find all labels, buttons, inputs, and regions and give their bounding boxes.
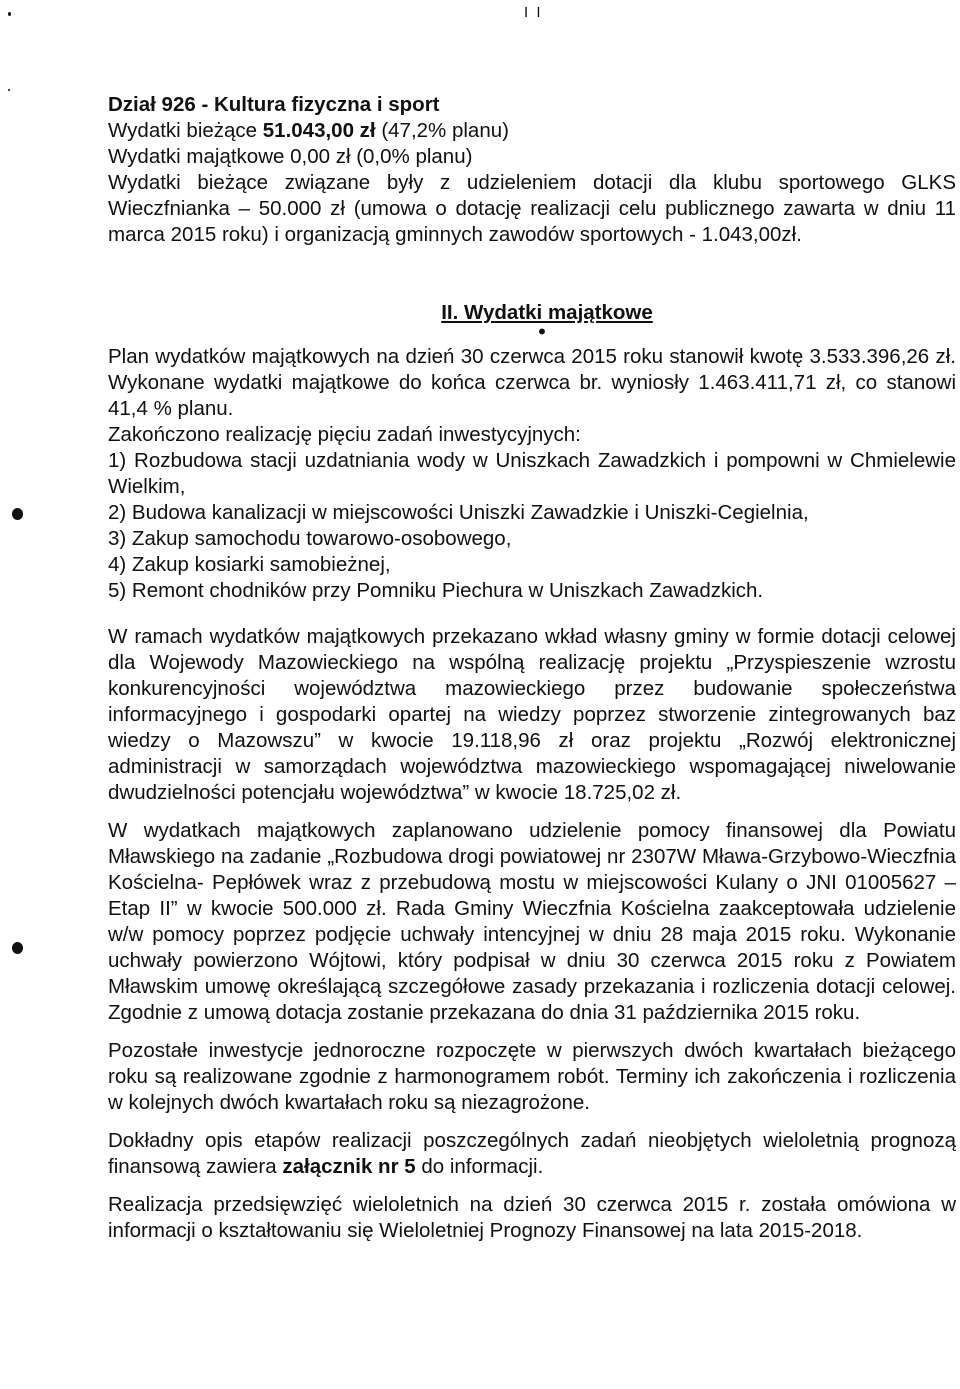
- section-ii-heading: II. Wydatki majątkowe: [441, 301, 653, 324]
- section-926-paragraph: Wydatki bieżące związane były z udzieleniem dotacji dla klubu sportowego GLKS Wieczfnianka – 50.000 zł (umowa o dotację realizacji celu publicznego zawarta w dniu 11 marca 2015 roku) i organizacją gminnych zawodów sportowych - 1.043,00zł.: [108, 171, 956, 246]
- list-item: 2) Budowa kanalizacji w miejscowości Uniszki Zawadzkie i Uniszki-Cegielnia,: [108, 501, 809, 524]
- list-item: 1) Rozbudowa stacji uzdatniania wody w Uniszkach Zawadzkich i pompowni w Chmielewie Wielkim,: [108, 449, 956, 498]
- pozostale-paragraph: Pozostałe inwestycje jednoroczne rozpoczęte w pierwszych dwóch kwartałach bieżącego roku są realizowane zgodnie z harmonogramem robót. Terminy ich zakończenia i rozliczenia w kolejnych dwóch kwartałach roku są niezagrożone.: [108, 1039, 956, 1114]
- plan-paragraph: Plan wydatków majątkowych na dzień 30 czerwca 2015 roku stanowił kwotę 3.533.396,26 zł. Wykonane wydatki majątkowe do końca czerwca br. wyniosły 1.463.411,71 zł, co stanowi 41,4 % planu.: [108, 345, 956, 420]
- section-926-heading: Dział 926 - Kultura fizyczna i sport: [108, 93, 440, 116]
- pomoc-paragraph: W wydatkach majątkowych zaplanowano udzielenie pomocy finansowej dla Powiatu Mławskiego na zadanie „Rozbudowa drogi powiatowej nr 2307W Mława-Grzybowo-Wieczfnia Kościelna- Pepłówek wraz z przebudową mostu w miejscowości Kulany o JNI 01005627 – Etap II” w kwocie 500.000 zł. Rada Gminy Wieczfnia Kościelna zaakceptowała udzielenie w/w pomocy poprzez podjęcie uchwały intencyjnej w dniu 28 maja 2015 roku. Wykonanie uchwały powierzono Wójtowi, który podpisał w dniu 30 czerwca 2015 roku z Powiatem Mławskim umowę określającą szczegółowe zasady przekazania i rozliczenia dotacji celowej. Zgodnie z umową dotacja zostanie przekazana do dnia 31 października 2015 roku.: [108, 819, 956, 1024]
- scan-mark-top: [8, 12, 11, 16]
- stray-dot: •: [538, 319, 546, 344]
- current-expenses-line: [108, 118, 956, 144]
- list-item: 5) Remont chodników przy Pomniku Piechura w Uniszkach Zawadzkich.: [108, 579, 764, 602]
- tasks-list: [108, 448, 956, 604]
- opis-paragraph: [108, 1128, 956, 1180]
- page-number: I I: [524, 4, 543, 21]
- list-item: 3) Zakup samochodu towarowo-osobowego,: [108, 527, 512, 550]
- punch-hole-mark-upper: [12, 508, 23, 520]
- list-item: 4) Zakup kosiarki samobieżnej,: [108, 553, 391, 576]
- opis-tail: do informacji.: [415, 1155, 544, 1178]
- capital-expenses-line: Wydatki majątkowe 0,00 zł (0,0% planu): [108, 145, 473, 168]
- dotacja-paragraph: W ramach wydatków majątkowych przekazano wkład własny gminy w formie dotacji celowej dla Wojewody Mazowieckiego na wspólną realizację projektu „Przyspieszenie wzrostu konkurencyjności województwa mazowieckiego przez budowanie społeczeństwa informacyjnego i gospodarki opartej na wiedzy poprzez stworzenie zintegrowanych baz wiedzy o Mazowszu” w kwocie 19.118,96 zł oraz projektu „Rozwój elektronicznej administracji w samorządach województwa mazowieckiego wspomagającej niwelowanie dwudzielności potencjału województwa” w kwocie 18.725,02 zł.: [108, 625, 956, 804]
- current-expenses-amount: 51.043,00 zł: [262, 119, 376, 142]
- scan-mark-small: [8, 89, 10, 91]
- punch-hole-mark-lower: [12, 942, 23, 954]
- document-body: [108, 92, 956, 1244]
- realizacja-paragraph: Realizacja przedsięwzięć wieloletnich na dzień 30 czerwca 2015 r. została omówiona w informacji o kształtowaniu się Wieloletniej Prognozy Finansowej na lata 2015-2018.: [108, 1193, 956, 1242]
- current-expenses-label: Wydatki bieżące: [108, 119, 263, 142]
- attachment-reference: załącznik nr 5: [282, 1155, 416, 1178]
- opis-text: Dokładny opis etapów realizacji poszczególnych zadań nieobjętych wieloletnią prognozą finansową zawiera: [108, 1129, 956, 1178]
- current-expenses-percent: (47,2% planu): [375, 119, 509, 142]
- tasks-intro: Zakończono realizację pięciu zadań inwestycyjnych:: [108, 423, 581, 446]
